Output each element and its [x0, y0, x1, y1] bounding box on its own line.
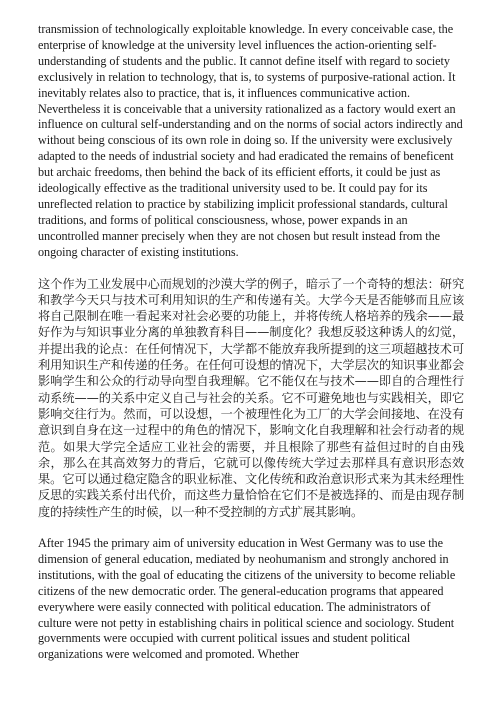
english-paragraph-2: After 1945 the primary aim of university education in West Germany was to use the dimension of general education, mediated by neohumanism and strongly anchored in institutions, with the goal of educating the citizens of the university to become reliable citizens of the new democratic order. The general-education programs that appeared everywhere were easily connected with political education. The administrators of culture were not petty in establishing chairs in political science and sociology. Student governments were occupied with current political issues and student political organizations were welcomed and promoted. Whether: [38, 536, 456, 662]
document-page: [38, 22, 464, 663]
paragraph-spacer: [38, 520, 464, 536]
paragraph-spacer: [38, 261, 464, 276]
chinese-paragraph: 这个作为工业发展中心而规划的沙漠大学的例子，暗示了一个奇特的想法：研究和教学今天只与技术可利用知识的生产和传递有关。大学今天是否能够而且应该将自己限制在唯一看起来对社会必要的功能上，并将传统人格培养的残余——最好作为与知识事业分离的单独教育科目——制度化？我想反驳这种诱人的幻觉，并提出我的论点：在任何情况下，大学都不能放弃我所提到的这三项超越技术可利用知识生产和传递的任务。在任何可设想的情况下，大学层次的知识事业都会影响学生和公众的行动导向型自我理解。它不能仅在与技术——即自的合理性行动系统——的关系中定义自己与社会的关系。它不可避免地也与实践相关，即它影响交往行为。然而，可以设想，一个被理性化为工厂的大学会间接地、在没有意识到自身在这一过程中的角色的情况下，影响文化自我理解和社会行动者的规范。如果大学完全适应工业社会的需要，并且根除了那些有益但过时的自由残余，那么在其高效努力的背后，它就可以像传统大学过去那样具有意识形态效果。它可以通过稳定隐含的职业标准、文化传统和政治意识形式来为其未经理性反思的实践关系付出代价，而这些力量恰恰在它们不是被选择的、而是由现存制度的持续性产生的时候，以一种不受控制的方式扩展其影响。: [38, 276, 464, 519]
english-paragraph-1: transmission of technologically exploitable knowledge. In every conceivable case, the enterprise of knowledge at the university level influences the action-orienting self-understanding of students and the public. It cannot define itself with regard to society exclusively in relation to technology, that is, to systems of purposive-rational action. It inevitably relates also to practice, that is, it influences communicative action. Nevertheless it is conceivable that a university rationalized as a factory would exert an influence on cultural self-understanding and on the norms of social actors indirectly and without being conscious of its own role in doing so. If the university were exclusively adapted to the needs of industrial society and had eradicated the remains of beneficent but archaic freedoms, then behind the back of its efficient efforts, it could be just as ideologically effective as the traditional university used to be. It could pay for its unreflected relation to practice by stabilizing implicit professional standards, cultural traditions, and forms of political consciousness, whose, power expands in an uncontrolled manner precisely when they are not chosen but result instead from the ongoing character of existing institutions.: [38, 22, 463, 259]
